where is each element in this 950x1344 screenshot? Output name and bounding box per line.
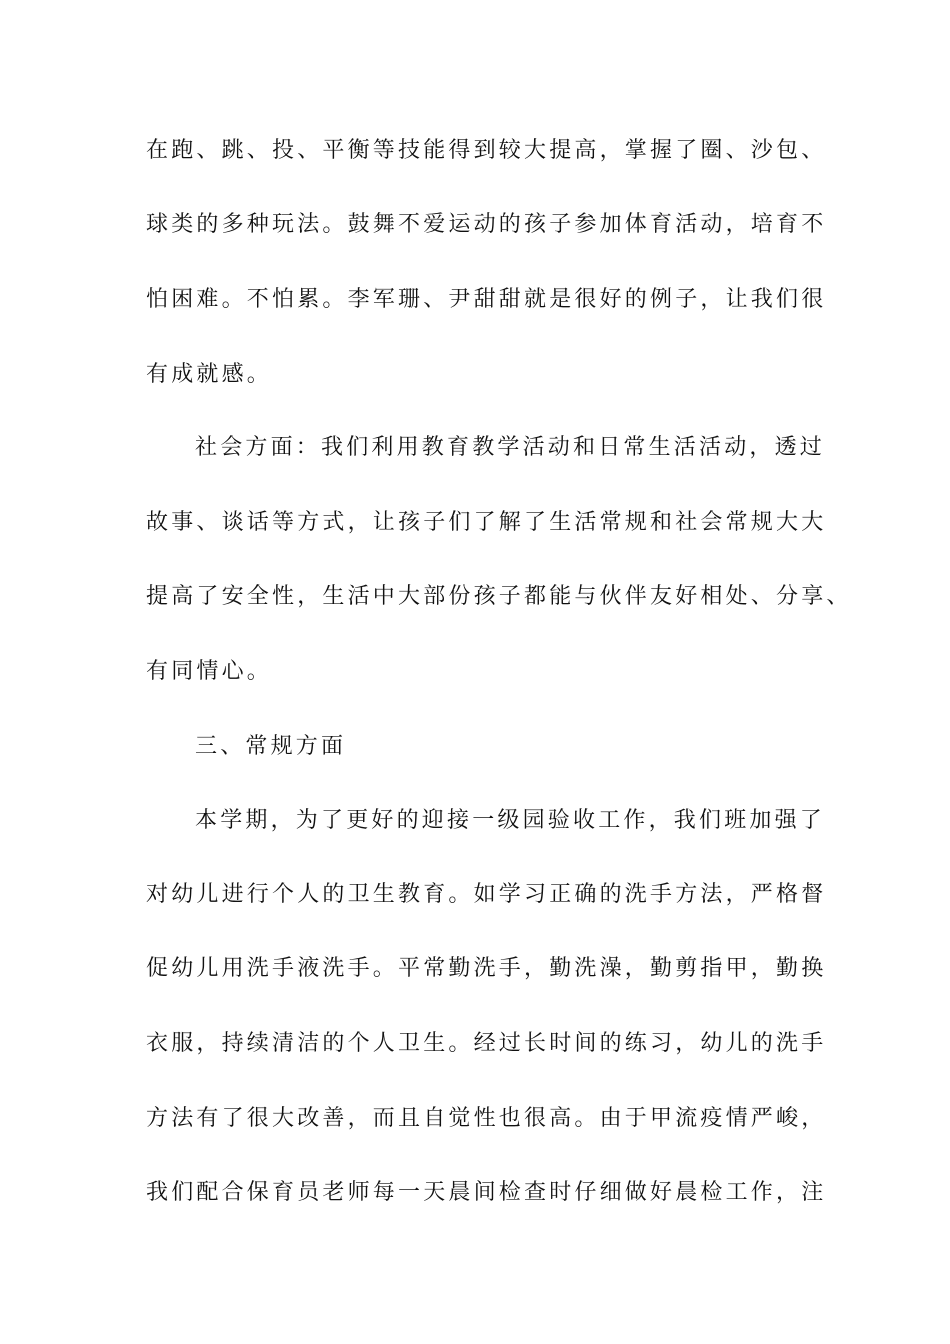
paragraph-start-social: 社会方面：我们利用教育教学活动和日常生活活动，透过: [195, 435, 826, 460]
text-line: 有成就感。: [146, 362, 273, 387]
section-heading-routine: 三、常规方面: [195, 734, 347, 759]
text-line: 方法有了很大改善，而且自觉性也很高。由于甲流疫情严峻，: [146, 1106, 827, 1131]
paragraph-start-routine: 本学期，为了更好的迎接一级园验收工作，我们班加强了: [195, 808, 826, 833]
text-line: 促幼儿用洗手液洗手。平常勤洗手，勤洗澡，勤剪指甲，勤换: [146, 956, 827, 981]
text-line: 故事、谈话等方式，让孩子们了解了生活常规和社会常规大大: [146, 510, 827, 535]
text-line: 对幼儿进行个人的卫生教育。如学习正确的洗手方法，严格督: [146, 882, 827, 907]
text-line: 提高了安全性，生活中大部份孩子都能与伙伴友好相处、分享、: [146, 584, 852, 609]
text-line: 有同情心。: [146, 659, 273, 684]
text-line: 球类的多种玩法。鼓舞不爱运动的孩子参加体育活动，培育不: [146, 212, 827, 237]
text-line: 衣服，持续清洁的个人卫生。经过长时间的练习，幼儿的洗手: [146, 1031, 827, 1056]
text-line: 怕困难。不怕累。李军珊、尹甜甜就是很好的例子，让我们很: [146, 287, 827, 312]
text-line: 我们配合保育员老师每一天晨间检查时仔细做好晨检工作，注: [146, 1180, 827, 1205]
text-line: 在跑、跳、投、平衡等技能得到较大提高，掌握了圈、沙包、: [146, 138, 827, 163]
